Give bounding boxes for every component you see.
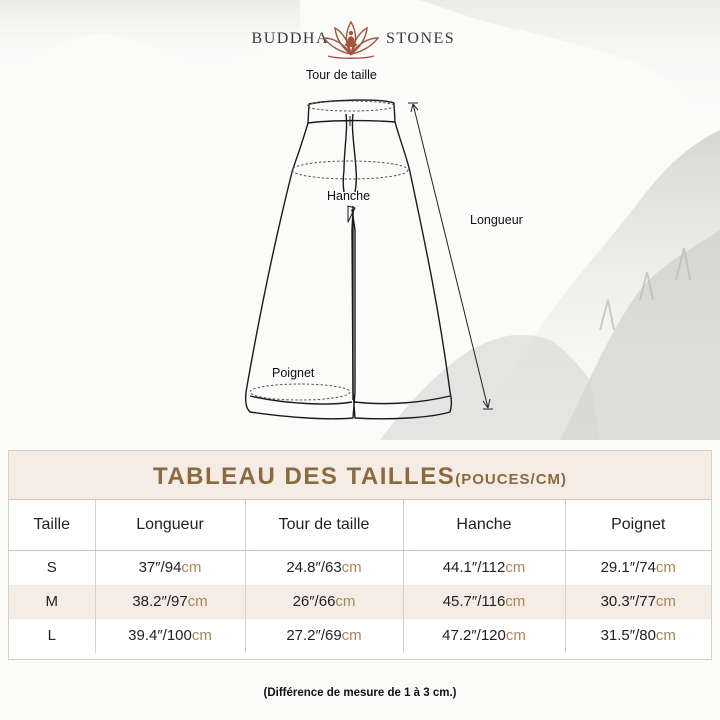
length-measure-arrow bbox=[413, 104, 488, 408]
measurement-note: (Différence de mesure de 1 à 3 cm.) bbox=[263, 687, 457, 699]
hip-measure-guide bbox=[292, 161, 408, 179]
waist-label: Tour de taille bbox=[306, 68, 377, 82]
waistband-outline bbox=[308, 100, 395, 123]
cuff-measure-guide bbox=[250, 384, 350, 400]
waist-cell: 27.2″/69cm bbox=[245, 619, 403, 653]
size-chart-title-row bbox=[9, 451, 711, 499]
size-cell: L bbox=[47, 627, 56, 644]
hip-cell: 45.7″/116cm bbox=[403, 585, 565, 619]
size-chart-panel bbox=[8, 450, 712, 660]
size-chart-table bbox=[9, 499, 711, 653]
length-cell: 37″/94cm bbox=[95, 551, 245, 585]
hip-cell: 47.2″/120cm bbox=[403, 619, 565, 653]
length-cell: 38.2″/97cm bbox=[95, 585, 245, 619]
table-row bbox=[9, 619, 711, 653]
cuff-cell: 31.5″/80cm bbox=[565, 619, 711, 653]
waist-cell: 26″/66cm bbox=[245, 585, 403, 619]
table-row bbox=[9, 551, 711, 585]
waist-measure-guide bbox=[307, 101, 395, 111]
size-chart-unit: (POUCES/CM) bbox=[455, 471, 568, 488]
table-header-row bbox=[9, 500, 711, 551]
header-cuff: Poignet bbox=[565, 500, 711, 551]
table-row bbox=[9, 585, 711, 619]
brand-word-left: BUDDHA bbox=[251, 30, 329, 47]
length-label: Longueur bbox=[470, 213, 523, 227]
size-chart-title: TABLEAU DES TAILLES(POUCES/CM) bbox=[152, 463, 568, 490]
cuff-cell: 29.1″/74cm bbox=[565, 551, 711, 585]
hip-cell: 44.1″/112cm bbox=[403, 551, 565, 585]
size-cell: S bbox=[46, 559, 57, 577]
size-cell: M bbox=[9, 585, 95, 619]
header-size: Taille bbox=[9, 500, 95, 551]
header-length: Longueur bbox=[95, 500, 245, 551]
cuff-label: Poignet bbox=[272, 366, 315, 380]
brand-word-right: STONES bbox=[386, 30, 456, 47]
cuff-cell: 30.3″/77cm bbox=[565, 585, 711, 619]
header-waist: Tour de taille bbox=[245, 500, 403, 551]
hip-label: Hanche bbox=[327, 189, 371, 203]
header-hip: Hanche bbox=[403, 500, 565, 551]
waist-cell: 24.8″/63cm bbox=[245, 551, 403, 585]
length-cell: 39.4″/100cm bbox=[95, 619, 245, 653]
